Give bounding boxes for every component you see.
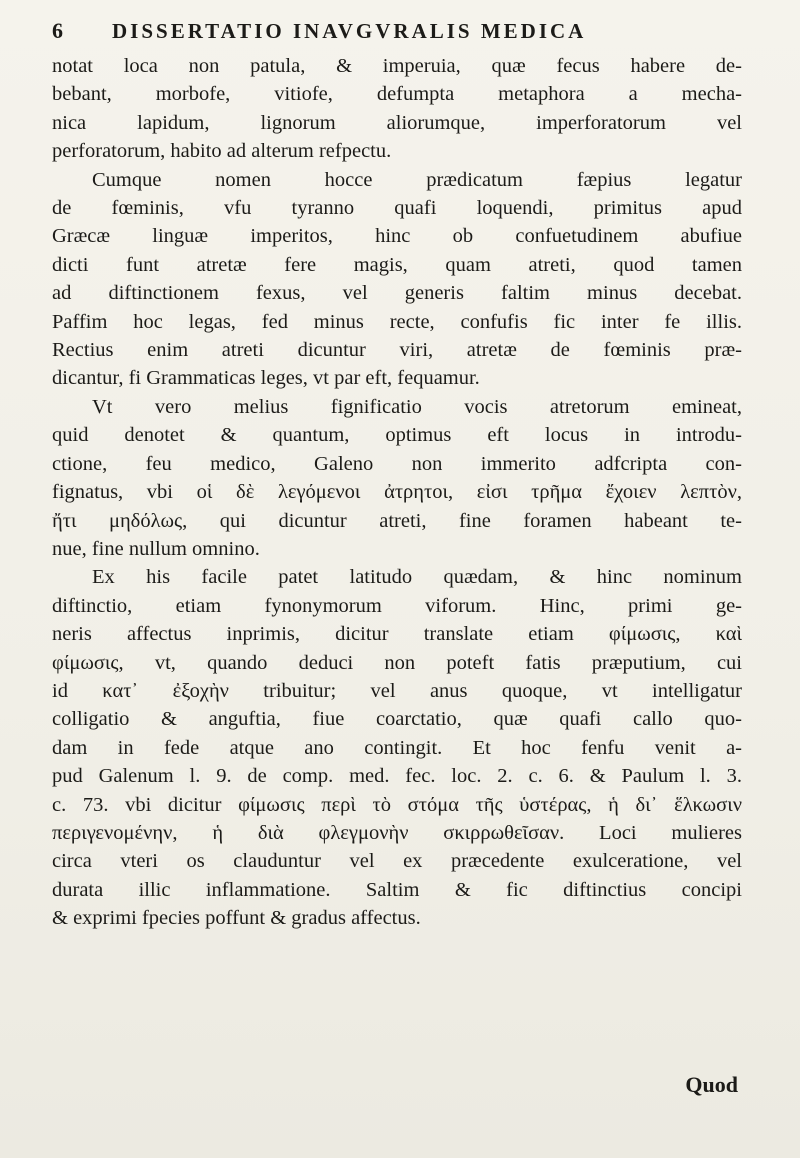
text-line: ἤτι μηδόλως, qui dicuntur atreti, fine foramen habeant te- (52, 509, 742, 532)
running-head (52, 18, 742, 52)
text-line: dam in fede atque ano contingit. Et hoc fenfu venit a- (52, 736, 742, 759)
page-number: 6 (52, 18, 64, 43)
text-line: περιγενομένην, ἡ διὰ φλεγμονὴν σκιρρωθεῖσαν. Loci mulieres (52, 821, 742, 844)
text-line: circa vteri os clauduntur vel ex præcedente exulceratione, vel (52, 850, 742, 873)
text-line: Paffim hoc legas, fed minus recte, confufis fic inter fe illis. (52, 310, 742, 333)
text-line: nue, fine nullum omnino. (52, 537, 260, 560)
text-line: colligatio & anguftia, fiue coarctatio, quæ quafi callo quo- (52, 708, 742, 731)
text-line: fignatus, vbi οἱ δὲ λεγόμενοι ἀτρητοι, εἰσι τρῆμα ἔχοιεν λεπτὸν, (52, 481, 742, 504)
text-line: notat loca non patula, & imperuia, quæ fecus habere de- (52, 55, 742, 77)
text-line: bebant, morbofe, vitiofe, defumpta metaphora a mecha- (52, 83, 742, 106)
text-line: & exprimi fpecies poffunt & gradus affectus. (52, 907, 421, 930)
text-line: perforatorum, habito ad alterum refpectu. (52, 140, 392, 163)
text-line: pud Galenum l. 9. de comp. med. fec. loc. 2. c. 6. & Paulum l. 3. (52, 765, 742, 788)
text-line: dicti funt atretæ fere magis, quam atreti, quod tamen (52, 253, 742, 276)
text-line: Cumque nomen hocce prædicatum fæpius legatur (92, 168, 742, 191)
text-line: ad diftinctionem fexus, vel generis faltim minus decebat. (52, 282, 742, 305)
text-line: Ex his facile patet latitudo quædam, & hinc nominum (92, 566, 742, 589)
text-line: ctione, feu medico, Galeno non immerito adfcripta con- (52, 452, 742, 475)
body-text (52, 52, 742, 933)
text-line: durata illic inflammatione. Saltim & fic diftinctius concipi (52, 878, 742, 901)
text-line: neris affectus inprimis, dicitur translate etiam φίμωσις, καὶ (52, 623, 742, 646)
running-head-title: DISSERTATIO INAVGVRALIS MEDICA (112, 19, 587, 43)
text-line: φίμωσις, vt, quando deduci non poteft fatis præputium, cui (52, 651, 742, 674)
text-line: dicantur, fi Grammaticas leges, vt par eft, fequamur. (52, 367, 480, 390)
text-line: c. 73. vbi dicitur φίμωσις περὶ τὸ στόμα τῆς ὑστέρας, ἡ δι᾽ ἕλκωσιν (52, 793, 742, 816)
text-line: Græcæ linguæ imperitos, hinc ob confuetudinem abufiue (52, 225, 742, 248)
catchword: Quod (685, 1072, 738, 1097)
text-line: Rectius enim atreti dicuntur viri, atretæ de fœminis præ- (52, 339, 742, 362)
text-line: diftinctio, etiam fynonymorum viforum. Hinc, primi ge- (52, 594, 742, 617)
text-line: nica lapidum, lignorum aliorumque, imperforatorum vel (52, 111, 742, 134)
text-line: quid denotet & quantum, optimus eft locus in introdu- (52, 424, 742, 447)
text-line: Vt vero melius fignificatio vocis atretorum emineat, (92, 395, 742, 418)
text-line: id κατ᾽ ἐξοχὴν tribuitur; vel anus quoque, vt intelligatur (52, 679, 742, 702)
text-line: de fœminis, vfu tyranno quafi loquendi, primitus apud (52, 197, 742, 220)
